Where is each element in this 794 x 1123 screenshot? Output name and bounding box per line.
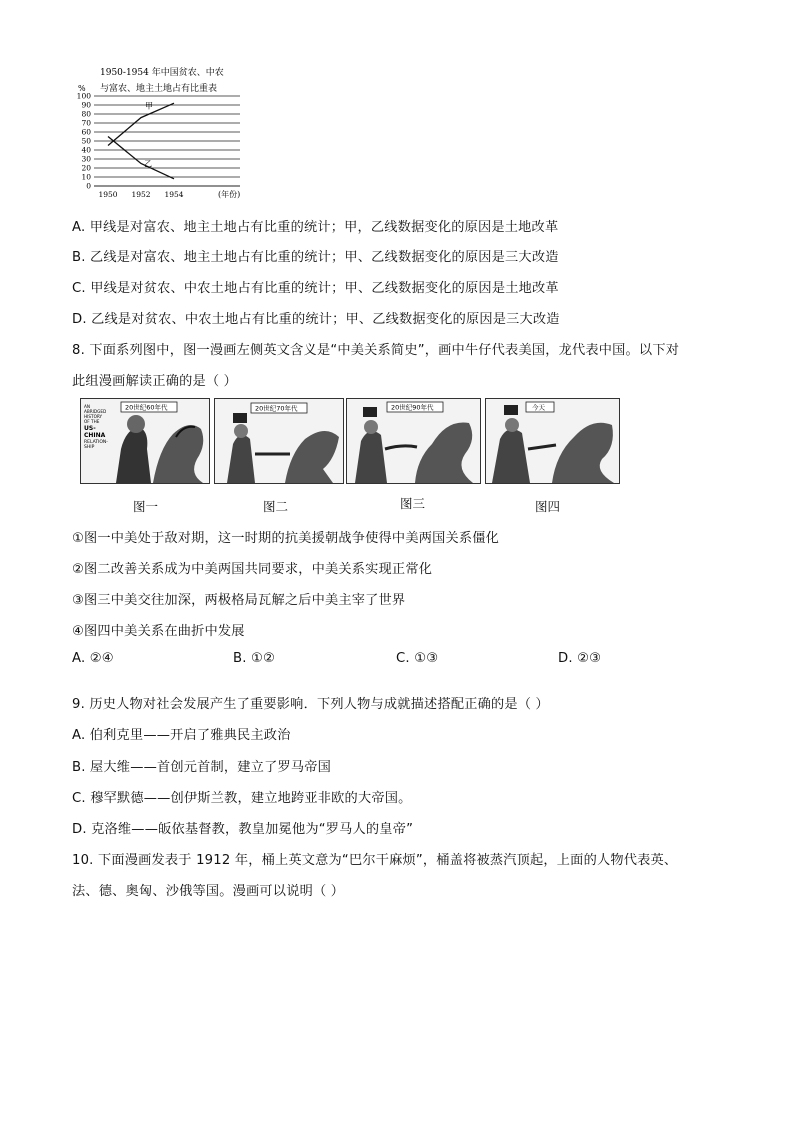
cartoon-figure-2: [214, 398, 344, 484]
q7-option-b: B. 乙线是对富农、地主土地占有比重的统计；甲、乙线数据变化的原因是三大改造: [72, 250, 559, 265]
cartoon-caption-4: 图四: [535, 499, 561, 514]
x-tick-labels: [98, 190, 183, 199]
cartoon-caption-2: 图二: [263, 499, 289, 514]
y-tick-label: 10: [81, 172, 91, 182]
cartoon-figure-1: [80, 398, 210, 484]
q8-option-d: D. ②③: [558, 651, 602, 666]
q8-stem-line1: 8. 下面系列图中，图一漫画左侧英文含义是“中美关系简史”，画中牛仔代表美国，龙代表中国。以下对: [72, 343, 680, 358]
q8-stem-line2: 此组漫画解读正确的是（ ）: [72, 374, 238, 389]
q9-option-c: C. 穆罕默德——创伊斯兰教，建立地跨亚非欧的大帝国。: [72, 791, 412, 806]
q8-option-a: A. ②④: [72, 651, 114, 666]
chart-title-line1: 1950-1954 年中国贫农、中农: [100, 68, 224, 78]
q9-option-a: A. 伯利克里——开启了雅典民主政治: [72, 728, 291, 743]
land-share-line-chart: [72, 60, 262, 202]
cartoon-caption-1: 图一: [133, 499, 159, 514]
series-label-jia: 甲: [145, 101, 153, 111]
y-tick-label: 20: [81, 163, 91, 173]
cartoon3-label: 20世纪90年代: [391, 403, 434, 412]
q9-stem: 9. 历史人物对社会发展产生了重要影响．下列人物与成就描述搭配正确的是（ ）: [72, 697, 549, 712]
chart-svg: [72, 60, 262, 202]
q7-option-c: C. 甲线是对贫农、中农土地占有比重的统计；甲、乙线数据变化的原因是土地改革: [72, 281, 559, 296]
series-line-yi: [108, 137, 174, 179]
cartoon1-label: 20世纪60年代: [125, 403, 168, 412]
cartoon1-side-text: AN ABRIDGED HISTORY OF THE US-CHINA RELATION-SHIP: [84, 404, 108, 450]
q7-option-d: D. 乙线是对贫农、中农土地占有比重的统计；甲、乙线数据变化的原因是三大改造: [72, 312, 560, 327]
x-tick-label: 1950: [98, 190, 118, 199]
q9-option-d: D. 克洛维——皈依基督教，教皇加冕他为“罗马人的皇帝”: [72, 822, 414, 837]
y-tick-label: 80: [81, 109, 91, 119]
y-tick-label: 100: [76, 91, 91, 101]
y-tick-label: 70: [81, 118, 91, 128]
q8-option-c: C. ①③: [396, 651, 439, 666]
cartoon-figure-4: [485, 398, 620, 484]
y-tick-label: 60: [81, 127, 91, 137]
q8-statement-4: ④图四中美关系在曲折中发展: [72, 624, 245, 639]
chart-title-line2: 与富农、地主土地占有比重表: [100, 84, 218, 94]
y-tick-labels: [77, 92, 92, 191]
q8-statement-2: ②图二改善关系成为中美两国共同要求，中美关系实现正常化: [72, 562, 433, 577]
q8-option-b: B. ①②: [233, 651, 276, 666]
cartoon-caption-3: 图三: [400, 496, 426, 511]
x-tick-label: 1952: [131, 190, 151, 199]
y-tick-label: 50: [81, 136, 91, 146]
x-tick-label: 1954: [164, 190, 184, 199]
q8-statement-3: ③图三中美交往加深，两极格局瓦解之后中美主宰了世界: [72, 593, 406, 608]
q10-stem-line2: 法、德、奥匈、沙俄等国。漫画可以说明（ ）: [72, 884, 345, 899]
q7-option-a: A. 甲线是对富农、地主土地占有比重的统计；甲，乙线数据变化的原因是土地改革: [72, 220, 559, 235]
y-tick-label: 0: [86, 181, 91, 191]
x-unit-label: (年份): [218, 190, 241, 199]
cartoon4-label: 今天: [532, 403, 545, 412]
y-unit-label: %: [78, 84, 86, 93]
q8-statement-1: ①图一中美处于敌对期，这一时期的抗美援朝战争使得中美两国关系僵化: [72, 531, 500, 546]
y-tick-label: 30: [81, 154, 91, 164]
series-line-jia: [108, 103, 174, 145]
gridlines: [94, 96, 240, 186]
y-tick-label: 40: [81, 145, 91, 155]
cartoon-figure-3: [346, 398, 481, 484]
cartoon2-label: 20世纪70年代: [255, 404, 298, 413]
q9-option-b: B. 屋大维——首创元首制，建立了罗马帝国: [72, 760, 332, 775]
series-label-yi: 乙: [144, 159, 152, 169]
y-tick-label: 90: [81, 100, 91, 110]
q10-stem-line1: 10. 下面漫画发表于 1912 年，桶上英文意为“巴尔干麻烦”，桶盖将被蒸汽顶起，上面的人物代表英、: [72, 853, 678, 868]
